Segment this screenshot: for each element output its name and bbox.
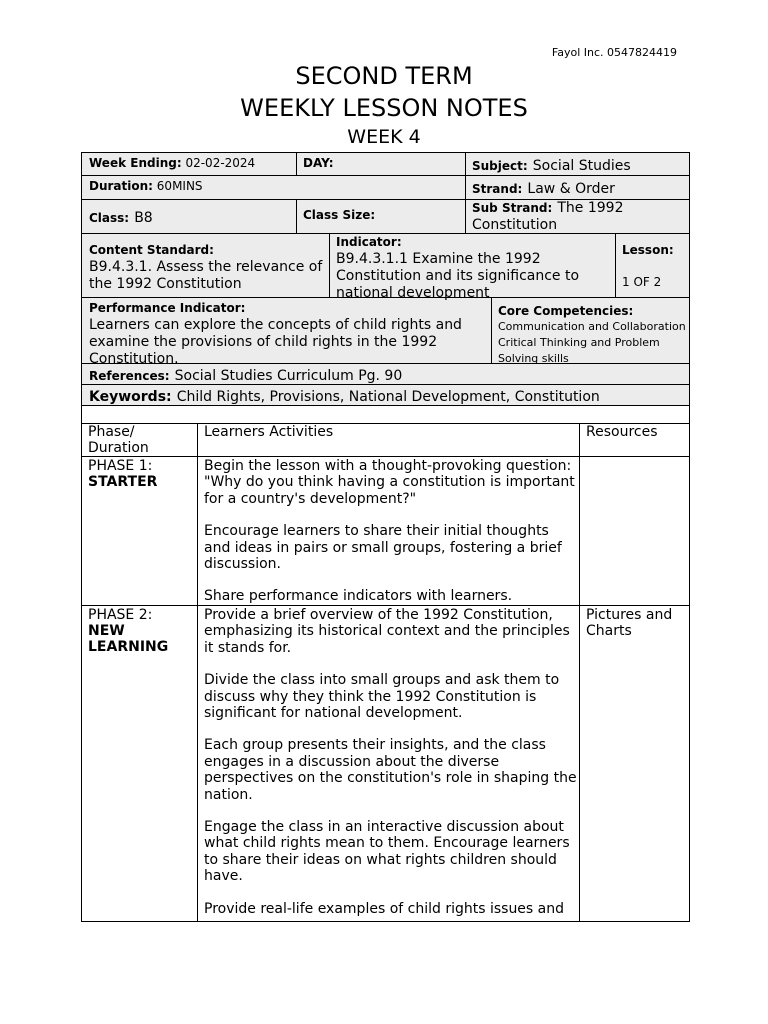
subject-cell: [472, 155, 687, 176]
duration-value: 60MINS: [156, 179, 203, 193]
phase2-para: Engage the class in an interactive discussion about what child rights mean to them. Encourage learners to share their ideas on what rights children should have.: [204, 819, 570, 885]
title-term: SECOND TERM: [295, 62, 473, 90]
phase1-name: STARTER: [88, 474, 158, 490]
class-size-cell: [303, 208, 463, 223]
week-ending-cell: [89, 156, 294, 171]
phase2-resources: Pictures and Charts: [586, 607, 673, 639]
phase2-para: Provide a brief overview of the 1992 Constitution, emphasizing its historical context and the principles it stands for.: [204, 607, 570, 656]
phase2-para: Each group presents their insights, and the class engages in a discussion about the diverse perspectives on the constitution's role in shaping the nation.: [204, 737, 577, 803]
strand-label: Strand:: [472, 182, 523, 196]
core-competencies-value: Communication and Collaboration Critical Thinking and Problem Solving skills: [498, 320, 686, 365]
references-label: References:: [89, 369, 170, 383]
indicator-cell: [336, 233, 613, 301]
strand-value: Law & Order: [527, 181, 615, 197]
col-header-phase: Phase/ Duration: [88, 424, 149, 456]
day-cell: [303, 156, 463, 171]
lesson-value: 1 OF 2: [622, 275, 662, 289]
lesson-label: Lesson:: [622, 243, 674, 257]
subject-label: Subject:: [472, 159, 528, 173]
performance-indicator-value: Learners can explore the concepts of child rights and examine the provisions of child rights in the 1992 Constitution.: [89, 317, 462, 367]
title-week: WEEK 4: [347, 126, 421, 148]
phase1-activities: [204, 458, 578, 621]
class-label: Class:: [89, 211, 130, 225]
content-standard-value: B9.4.3.1. Assess the relevance of the 1992 Constitution: [89, 259, 323, 292]
content-standard-label: Content Standard:: [89, 243, 214, 257]
subject-value: Social Studies: [532, 158, 631, 174]
references-cell: [89, 365, 687, 386]
title-notes: WEEKLY LESSON NOTES: [240, 94, 528, 122]
keywords-label: Keywords:: [89, 389, 172, 405]
phase1-para: Share performance indicators with learners.: [204, 588, 513, 605]
sub-strand-label: Sub Strand:: [472, 201, 553, 215]
indicator-label: Indicator:: [336, 235, 402, 249]
keywords-value: Child Rights, Provisions, National Development, Constitution: [176, 389, 600, 405]
sub-strand-value: The 1992 Constitution: [472, 200, 624, 233]
spacer-row: [81, 405, 690, 424]
keywords-cell: [89, 386, 687, 407]
core-competencies-cell: [498, 303, 688, 366]
phase1-para: Encourage learners to share their initial thoughts and ideas in pairs or small groups, fostering a brief discussion.: [204, 523, 562, 573]
strand-cell: [472, 178, 687, 199]
duration-cell: [89, 179, 459, 194]
indicator-value: B9.4.3.1.1 Examine the 1992 Constitution and its significance to national development: [336, 251, 580, 301]
class-size-label: Class Size:: [303, 208, 376, 222]
core-competencies-label: Core Competencies:: [498, 304, 634, 318]
performance-indicator-cell: [89, 299, 487, 367]
phase2-para: Divide the class into small groups and ask them to discuss why they think the 1992 Constitution is significant for national development.: [204, 672, 560, 722]
performance-indicator-label: Performance Indicator:: [89, 301, 246, 315]
class-cell: [89, 207, 294, 228]
phase1-label: PHASE 1:: [88, 458, 153, 474]
content-standard-cell: [89, 241, 327, 292]
phase1-para: Begin the lesson with a thought-provoking question: "Why do you think having a constitution is important for a country's development?": [204, 458, 575, 507]
company-contact: Fayol Inc. 0547824419: [551, 46, 677, 59]
lesson-cell: [622, 242, 688, 290]
phase2-activities: [204, 607, 578, 920]
references-value: Social Studies Curriculum Pg. 90: [174, 368, 403, 384]
duration-label: Duration:: [89, 179, 153, 193]
col-header-resources: Resources: [586, 424, 658, 440]
phase2-name: NEW LEARNING: [88, 623, 169, 655]
class-value: B8: [134, 210, 153, 226]
sub-strand-cell: [472, 199, 687, 233]
week-ending-value: 02-02-2024: [185, 156, 256, 170]
activities-table: [81, 423, 690, 922]
phase2-label: PHASE 2:: [88, 607, 153, 623]
phase2-para: Provide real-life examples of child rights issues and: [204, 900, 565, 917]
day-label: DAY:: [303, 156, 334, 170]
phase1-cell: [88, 458, 193, 490]
week-ending-label: Week Ending:: [89, 156, 182, 170]
phase2-cell: [88, 607, 193, 655]
col-header-activities: Learners Activities: [204, 424, 334, 440]
lesson-info-table: [81, 152, 690, 406]
